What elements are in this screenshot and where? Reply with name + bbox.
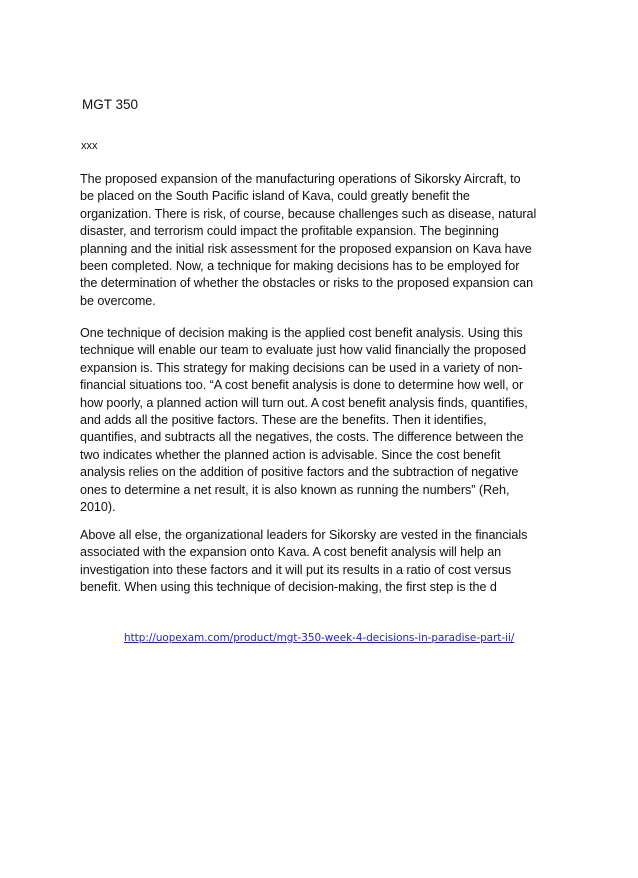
product-link[interactable]: http://uopexam.com/product/mgt-350-week-4-decisions-in-paradise-part-ii/ xyxy=(124,632,515,644)
body-paragraph: The proposed expansion of the manufacturing operations of Sikorsky Aircraft, to be placed on the South Pacific island of Kava, could greatly benefit the organization. There is risk, of course, because challenges such as disease, natural disaster, and terrorism could impact the profitable expansion. The beginning planning and the initial risk assessment for the proposed expansion on Kava have been completed. Now, a technique for making decisions has to be employed for the determination of whether the obstacles or risks to the proposed expansion can be overcome. xyxy=(80,172,537,308)
body-paragraph: One technique of decision making is the applied cost benefit analysis. Using this technique will enable our team to evaluate just how valid financially the proposed expansion is. This strategy for making decisions can be used in a variety of non- financial situations too. “A cost benefit analysis is done to determine how well, or how poorly, a planned action will turn out. A cost benefit analysis finds, quantifies, and adds all the positive factors. These are the benefits. Then it identifies, quantifies, and subtracts all the negatives, the costs. The difference between the two indicates whether the planned action is advisable. Since the cost benefit analysis relies on the addition of positive factors and the subtraction of negative ones to determine a net result, it is also known as running the numbers” (Reh, 2010). xyxy=(80,326,528,515)
body-paragraph: Above all else, the organizational leaders for Sikorsky are vested in the financials associated with the expansion onto Kava. A cost benefit analysis will help an investigation into these factors and it will put its results in a ratio of cost versus benefit. When using this technique of decision-making, the first step is the d xyxy=(80,528,528,595)
course-code: MGT 350 xyxy=(82,97,139,112)
author-name: xxx xyxy=(81,140,98,152)
